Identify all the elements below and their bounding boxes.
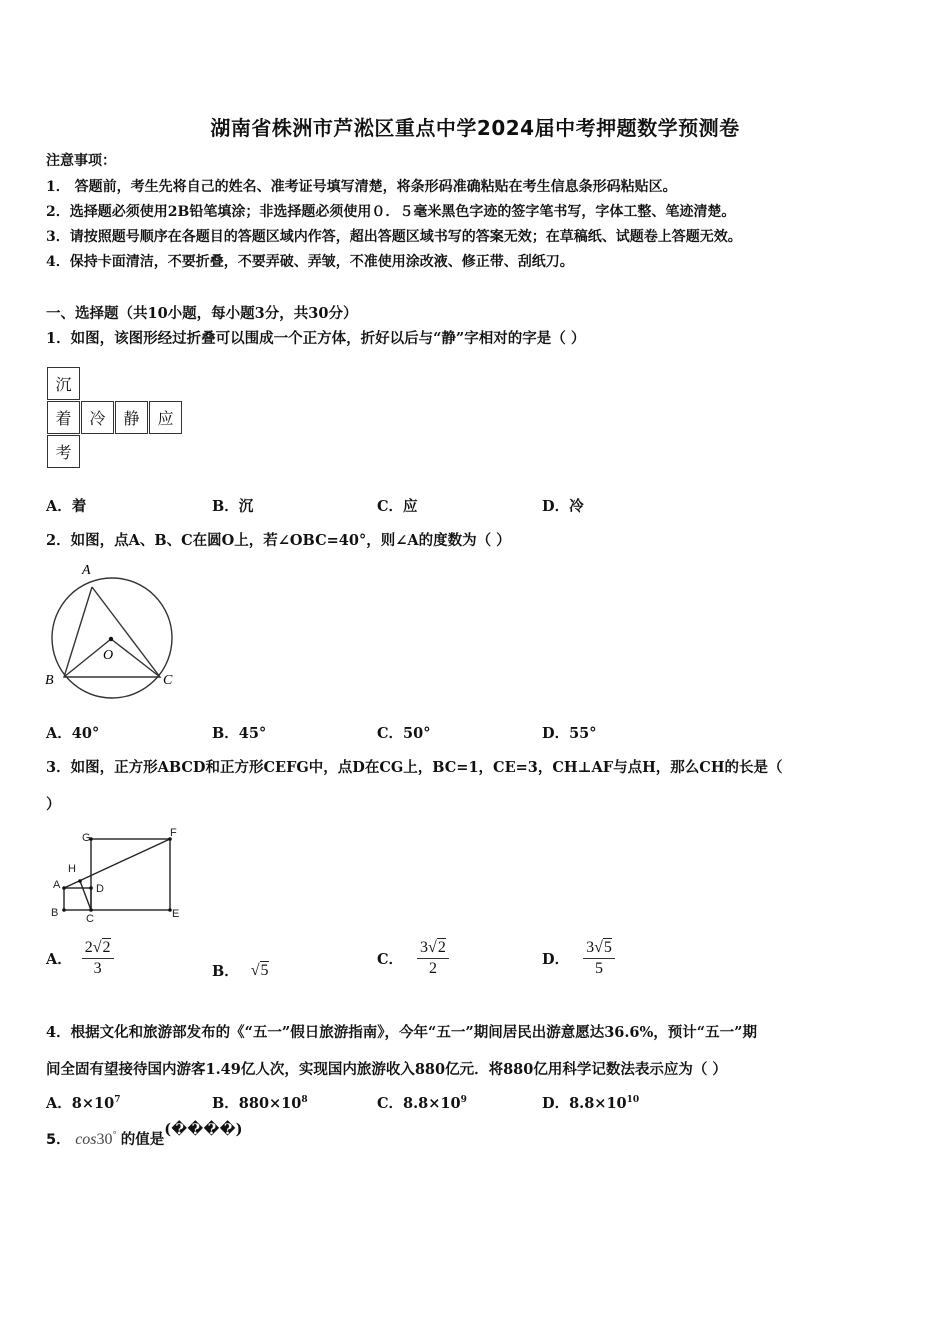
question-4-stem-line1: 4．根据文化和旅游部发布的《“五一”假日旅游指南》，今年“五一”期间居民出游意愿达36.6%，预计“五一”期 — [46, 1024, 757, 1041]
question-4-stem-line2: 间全固有望接待国内游客1.49亿人次，实现国内旅游收入880亿元．将880亿用科学记数法表示应为（ ） — [46, 1061, 727, 1078]
option-b[interactable]: B．沉 — [212, 498, 254, 515]
notice-item-4: 4．保持卡面清洁，不要折叠，不要弄破、弄皱，不准使用涂改液、修正带、刮纸刀。 — [46, 254, 574, 270]
label-a: A — [53, 879, 61, 891]
option-b[interactable]: B．45° — [212, 725, 267, 742]
sqrt-expression: √5 — [250, 961, 269, 979]
option-c[interactable]: C． $\frac{3√2}{2}$ — [377, 938, 449, 979]
page-title: 湖南省株洲市芦淞区重点中学2024届中考押题数学预测卷 — [210, 116, 740, 140]
label-c: C — [163, 673, 173, 688]
question-2-stem: 2．如图，点A、B、C在圆O上，若∠OBC=40°，则∠A的度数为（ ） — [46, 532, 511, 549]
net-cell-1: 着 — [47, 401, 80, 434]
label-b: B — [45, 673, 54, 688]
question-3-stem-line2: ） — [46, 796, 61, 813]
net-cell-2: 冷 — [81, 401, 114, 434]
option-c[interactable]: C．应 — [377, 498, 418, 515]
option-d[interactable]: D．$8.8\times 10^{10}$ — [542, 1095, 640, 1112]
option-c[interactable]: C．50° — [377, 725, 431, 742]
option-d[interactable]: D． $\frac{3√5}{5}$ — [542, 938, 615, 979]
net-cell-top: 沉 — [47, 367, 80, 400]
label-o: O — [103, 648, 114, 663]
label-h: H — [68, 863, 76, 875]
net-cell-3: 静 — [115, 401, 148, 434]
option-a[interactable]: A．着 — [46, 498, 87, 515]
label-f: F — [170, 827, 177, 839]
option-a[interactable]: A．$8\times 10^7$ — [46, 1095, 121, 1112]
label-d: D — [96, 883, 104, 895]
question-1-stem: 1．如图，该图形经过折叠可以围成一个正方体，折好以后与“静”字相对的字是（ ） — [46, 330, 586, 347]
garbled-placeholder: (����) — [164, 1121, 243, 1138]
label-c: C — [86, 913, 94, 924]
section-heading: 一、选择题（共10小题，每小题3分，共30分） — [46, 305, 358, 322]
option-a[interactable]: A．40° — [46, 725, 100, 742]
question-5-stem: 5． cos30° 的值是(����) — [46, 1121, 243, 1148]
option-b[interactable]: B．$880\times 10^8$ — [212, 1095, 308, 1112]
option-b[interactable]: B． √5 — [212, 961, 269, 980]
label-e: E — [172, 908, 180, 920]
notice-item-1: 1． 答题前，考生先将自己的姓名、准考证号填写清楚，将条形码准确粘贴在考生信息条形码粘贴区。 — [46, 179, 677, 195]
option-d[interactable]: D．冷 — [542, 498, 584, 515]
net-cell-bottom: 考 — [47, 435, 80, 468]
cos-expression: cos30° — [75, 1129, 117, 1148]
net-cell-4: 应 — [149, 401, 182, 434]
question-3-stem-line1: 3．如图，正方形ABCD和正方形CEFG中，点D在CG上，BC=1，CE=3，CH⊥AF与点H，那么CH的长是（ — [46, 759, 783, 776]
fraction: $\frac{3√2}{2}$ — [417, 938, 449, 979]
label-g: G — [82, 832, 91, 844]
option-c[interactable]: C．$8.8\times 10^9$ — [377, 1095, 467, 1112]
label-b: B — [51, 907, 59, 919]
fraction: $\frac{2√2}{3}$ — [82, 938, 114, 979]
option-a[interactable]: A． $\frac{2√2}{3}$ — [46, 938, 114, 979]
label-a: A — [82, 563, 91, 578]
circle-figure — [44, 560, 180, 702]
fraction: $\frac{3√5}{5}$ — [583, 938, 615, 979]
notice-heading: 注意事项： — [46, 153, 116, 169]
cube-net-figure — [47, 367, 183, 473]
squares-figure — [44, 824, 194, 924]
notice-item-3: 3．请按照题号顺序在各题目的答题区域内作答，超出答题区域书写的答案无效；在草稿纸、试题卷上答题无效。 — [46, 229, 742, 245]
option-d[interactable]: D．55° — [542, 725, 597, 742]
notice-item-2: 2．选择题必须使用2B铅笔填涂；非选择题必须使用０．５毫米黑色字迹的签字笔书写，字体工整、笔迹清楚。 — [46, 204, 736, 220]
